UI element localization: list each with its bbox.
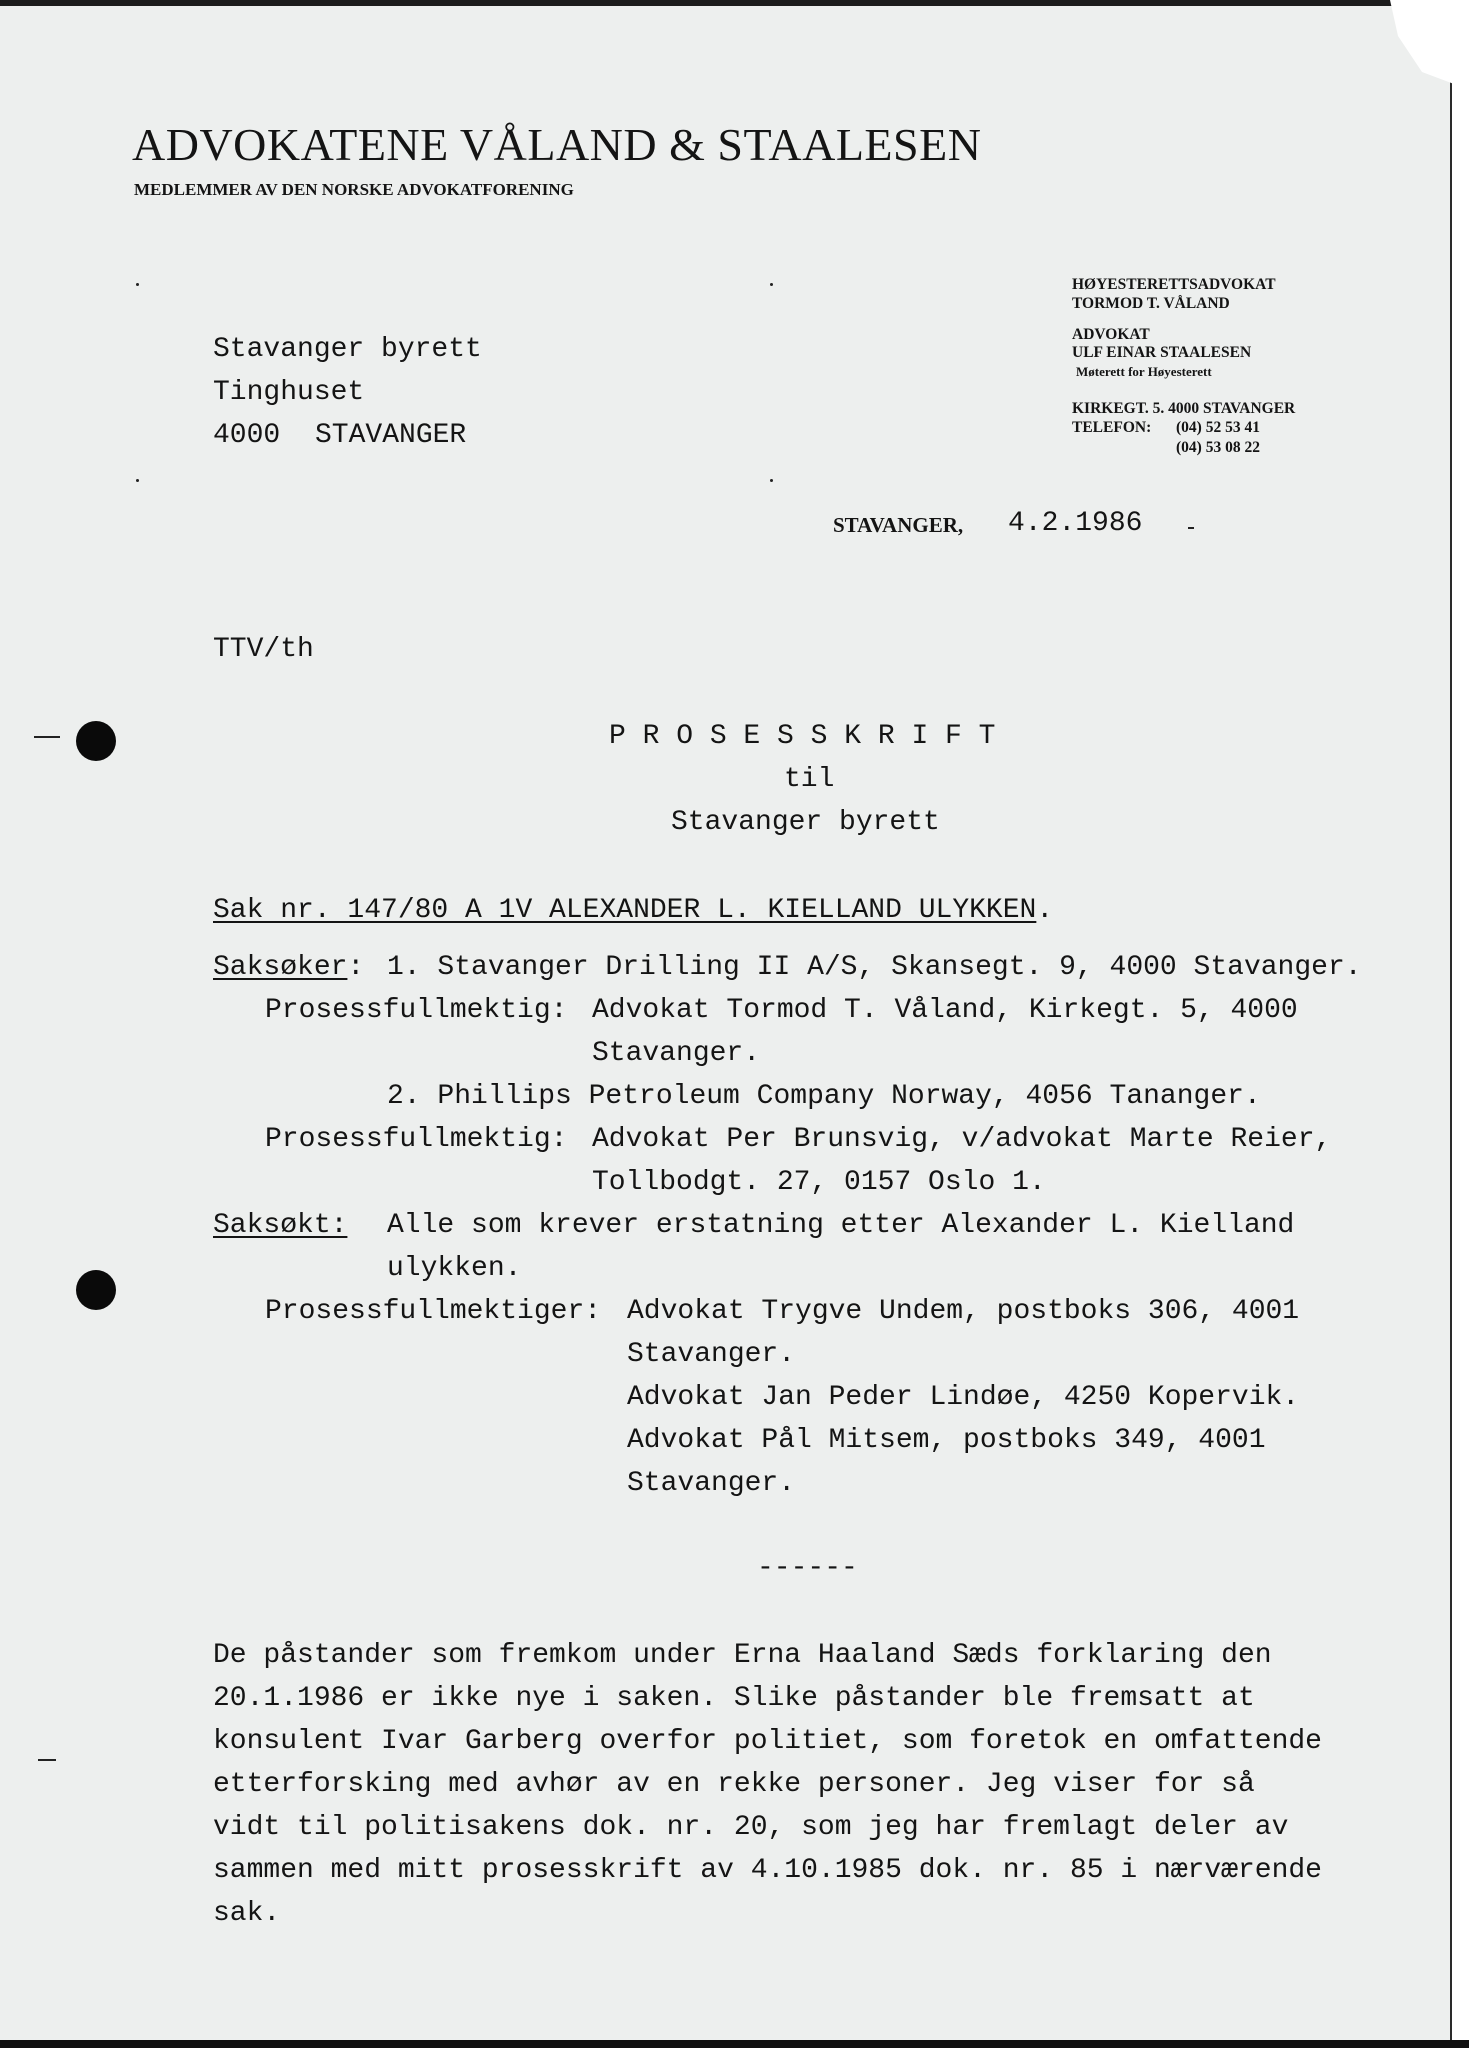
lawyer2-title: ADVOKAT (1072, 326, 1150, 343)
separator: ------ (757, 1553, 858, 1584)
proxies-line-3: Advokat Jan Peder Lindøe, 4250 Kopervik. (627, 1382, 1300, 1413)
scan-right-margin (1450, 0, 1469, 2048)
reference-initials: TTV/th (213, 634, 314, 665)
phone-number-1: (04) 52 53 41 (1176, 419, 1260, 436)
fold-mark (136, 283, 139, 286)
defendant-label: Saksøkt: (213, 1210, 348, 1241)
margin-dash (34, 736, 60, 738)
firm-subtitle: MEDLEMMER AV DEN NORSKE ADVOKATFORENING (134, 180, 574, 199)
body-line: sammen med mitt prosesskrift av 4.10.1985 dok. nr. 85 i nærværende (213, 1855, 1322, 1886)
recipient-postcode: 4000 (213, 420, 281, 451)
office-address: KIRKEGT. 5. 4000 STAVANGER (1072, 400, 1296, 417)
recipient-line-2: Tinghuset (213, 377, 365, 408)
case-number-period: . (1036, 895, 1054, 926)
proxies-line-2: Stavanger. (627, 1339, 796, 1370)
proxy-label-1: Prosessfullmektig: (265, 995, 568, 1026)
scan-top-edge (0, 0, 1450, 6)
fold-mark (770, 283, 773, 286)
body-line: etterforsking med avhør av en rekke personer. Jeg viser for så (213, 1769, 1255, 1800)
plaintiff-label: Saksøker (213, 952, 348, 983)
document-title: P R O S E S S K R I F T (609, 721, 996, 752)
lawyer2-note: Møterett for Høyesterett (1076, 364, 1212, 379)
fold-mark (770, 479, 773, 482)
title-court: Stavanger byrett (671, 807, 940, 838)
body-line: vidt til politisakens dok. nr. 20, som jeg har fremlagt deler av (213, 1812, 1289, 1843)
title-til: til (784, 764, 835, 795)
phone-label: TELEFON: (1072, 419, 1152, 436)
body-line: konsulent Ivar Garberg overfor politiet, som foretok en omfattende (213, 1726, 1322, 1757)
body-line: sak. (213, 1898, 281, 1929)
plaintiff-1: 1. Stavanger Drilling II A/S, Skansegt. 9, 4000 Stavanger. (387, 952, 1362, 983)
plaintiff-label-colon: : (347, 952, 365, 983)
phone-number-2: (04) 53 08 22 (1176, 439, 1260, 456)
punch-hole (76, 1270, 116, 1310)
lawyer1-name: TORMOD T. VÅLAND (1072, 295, 1230, 312)
firm-name: ADVOKATENE VÅLAND & STAALESEN (132, 119, 982, 170)
plaintiff-2: 2. Phillips Petroleum Company Norway, 4056 Tananger. (387, 1081, 1261, 1112)
punch-hole (76, 721, 116, 761)
proxies-line-1: Advokat Trygve Undem, postboks 306, 4001 (627, 1296, 1300, 1327)
body-line: 20.1.1986 er ikke nye i saken. Slike påstander ble fremsatt at (213, 1683, 1255, 1714)
defendant-line-1: Alle som krever erstatning etter Alexander L. Kielland (387, 1210, 1295, 1241)
recipient-city: STAVANGER (315, 420, 467, 451)
body-line: De påstander som fremkom under Erna Haaland Sæds forklaring den (213, 1640, 1272, 1671)
defendant-line-2: ulykken. (387, 1253, 522, 1284)
proxy-2-line-1: Advokat Per Brunsvig, v/advokat Marte Reier, (592, 1124, 1332, 1155)
dateline-date: 4.2.1986 (1008, 508, 1143, 539)
recipient-line-1: Stavanger byrett (213, 334, 482, 365)
lawyer2-name: ULF EINAR STAALESEN (1072, 344, 1252, 361)
scan-bottom-edge (0, 2040, 1469, 2048)
stray-mark (1188, 527, 1194, 529)
proxies-label: Prosessfullmektiger: (265, 1296, 602, 1327)
proxy-2-line-2: Tollbodgt. 27, 0157 Oslo 1. (592, 1167, 1046, 1198)
proxy-1-line-2: Stavanger. (592, 1038, 761, 1069)
fold-mark (136, 479, 139, 482)
case-number: Sak nr. 147/80 A 1V ALEXANDER L. KIELLAND ULYKKEN (213, 895, 1037, 926)
proxy-label-2: Prosessfullmektig: (265, 1124, 568, 1155)
margin-dash (38, 1759, 56, 1761)
proxy-1-line-1: Advokat Tormod T. Våland, Kirkegt. 5, 4000 (592, 995, 1298, 1026)
proxies-line-5: Stavanger. (627, 1468, 796, 1499)
dateline-place: STAVANGER, (833, 513, 964, 537)
lawyer1-title: HØYESTERETTSADVOKAT (1072, 276, 1276, 293)
proxies-line-4: Advokat Pål Mitsem, postboks 349, 4001 (627, 1425, 1266, 1456)
